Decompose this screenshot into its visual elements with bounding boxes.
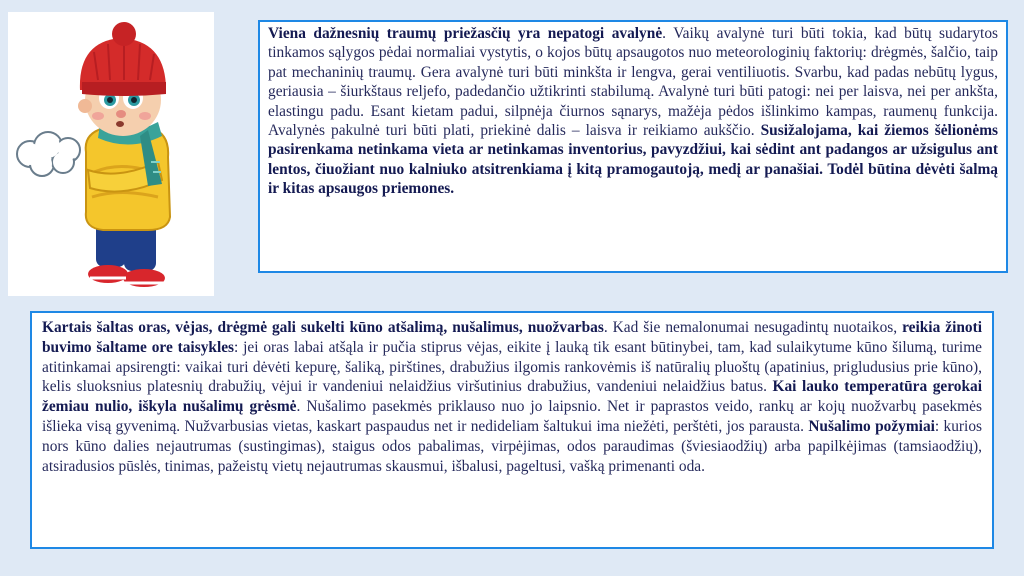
cold-rules-heading: reikia žinoti buvimo šaltame ore taisykles	[42, 319, 982, 356]
footwear-body-text: . Vaikų avalynė turi būti tokia, kad būtų sudarytos tinkamos sąlygos pėdai normaliai vystytis, o kojos būtų apsaugotos nuo meteorologinių faktorių: drėgmės, šalčio, taip pat mechaninių traumų. Gera avalynė turi būti minkšta ir lengva, gerai ventiliuotis. Svarbu, kad padas nebūtų lygus, geriausia – šiurkštaus reljefo, padedančio užtikrinti stabilumą. Avalynė turi būti patogi: nei per laisva, nei per ankšta, elastingu padu. Esant kietam padui, silpnėja čiurnos sąnarys, mažėja pėdos išlinkimo kampas, raumenų funkcija. Avalynės pakulnė turi būti plati, priekinė dalis – laisva ir reikiamo aukščio.	[268, 25, 999, 140]
frostbite-signs-heading: Nušalimo požymiai	[808, 417, 935, 435]
cold-child-illustration	[8, 12, 214, 296]
frostbite-text-box	[30, 311, 994, 549]
frostbite-signs-text: : kurios nors kūno dalies nejautrumas (sustingimas), staigus odos pabalimas, virpėjimas, odos paraudimas (šviesiaodžių) arba papilkėjimas (tamsiaodžių), atsiradusios pūslės, tinimas, pažeistų vietų nejautrumas skausmui, išbalusi, pageltusi, vašką primenanti oda.	[42, 417, 983, 475]
cold-rules-text: : jei oras labai atšąla ir pučia stiprus vėjas, eikite į lauką tik esant būtinybei, tam, kad sulaikytume kūno šilumą, turime atitinkamai apsirengti: vaikai turi dėvėti kepurę, šaliką, pirštines, drabužius ilgomis rankovėmis iš natūralių pluoštų (apatinius, prigludusius prie kūno), kelis sluoksnius platesnių drabužių, vėjui ir vandeniui nelaidžius viršutinius drabužius, vandeniui nelaidžius batus.	[42, 338, 982, 396]
footwear-paragraph	[268, 24, 998, 199]
winter-injury-warning: Susižalojama, kai žiemos šėlionėms pasirenkama netinkama vieta ar netinkamas inventorius, pavyzdžiui, kai sėdint ant padangos ar užsigulus ant lentos, čiuožiant nuo kalniuko atsitrenkiama į kitą pramogautoją, medį ar panašiai. Todėl būtina dėvėti šalmą ir kitas apsaugos priemones.	[268, 122, 998, 198]
frostbite-threat-text: . Nušalimo pasekmės priklauso nuo jo laipsnio. Net ir paprastos veido, rankų ar kojų nuožvarbų pasekmės išlieka visą gyvenimą. Nužvarbusias vietas, kaskart paspaudus net ir nedideliam šaltukui ima niežėti, perštėti, jos parausta.	[42, 398, 982, 435]
frostbite-threat-heading: Kai lauko temperatūra gerokai žemiau nulio, iškyla nušalimų grėsmė	[42, 378, 982, 416]
frostbite-paragraph	[42, 318, 982, 476]
footwear-injury-text-box	[258, 20, 1008, 273]
cold-weather-text: . Kad šie nemalonumai nesugadintų nuotaikos,	[603, 319, 903, 336]
cold-weather-lead: Kartais šaltas oras, vėjas, drėgmė gali sukelti kūno atšalimą, nušalimus, nuožvarbas	[42, 319, 604, 336]
footwear-lead-sentence: Viena dažnesnių traumų priežasčių yra nepatogi avalynė	[268, 25, 663, 42]
cold-child-illustration-icon	[8, 12, 214, 296]
